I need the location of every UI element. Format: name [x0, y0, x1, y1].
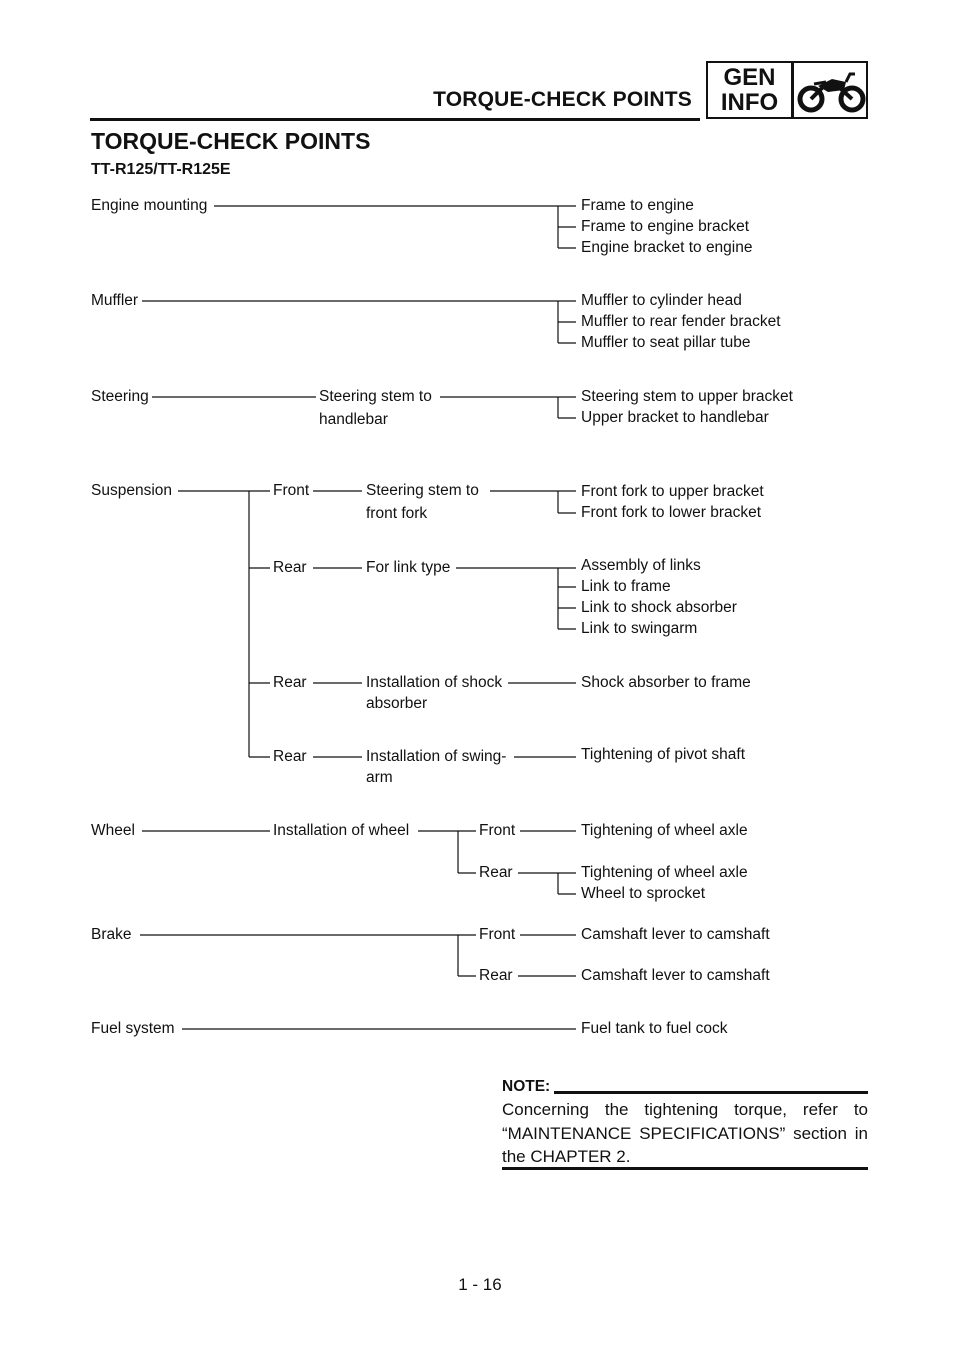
leaf-item: Link to shock absorber [578, 599, 740, 617]
note-rule-top [554, 1091, 868, 1094]
branch-label-rear: Rear [270, 559, 310, 577]
note-label: NOTE: [502, 1078, 551, 1095]
leaf-item: Muffler to rear fender bracket [578, 313, 784, 331]
branch-label-rear: Rear [270, 748, 310, 766]
leaf-item: Muffler to cylinder head [578, 292, 745, 310]
branch-label-rear: Rear [476, 864, 516, 882]
sub-label-cont: arm [366, 769, 393, 786]
group-label-steering: Steering [91, 388, 149, 405]
leaf-item: Assembly of links [578, 557, 704, 575]
leaf-item: Link to swingarm [578, 620, 700, 638]
leaf-item: Tightening of wheel axle [578, 864, 751, 882]
group-label-engine-mounting: Engine mounting [91, 197, 208, 214]
leaf-item: Tightening of pivot shaft [578, 746, 748, 764]
branch-label-rear: Rear [270, 674, 310, 692]
group-label-suspension: Suspension [91, 482, 173, 499]
note-rule-bottom [502, 1167, 868, 1170]
leaf-item: Wheel to sprocket [578, 885, 708, 903]
branch-label-front: Front [476, 926, 518, 944]
leaf-item: Steering stem to upper bracket [578, 388, 796, 406]
leaf-item: Fuel tank to fuel cock [578, 1020, 730, 1038]
sub-label: For link type [363, 559, 453, 577]
group-label-muffler: Muffler [91, 292, 139, 309]
branch-label-front: Front [476, 822, 518, 840]
note-text: Concerning the tightening torque, refer to “MAINTENANCE SPECIFICATIONS” section in the CHAPTER 2. [502, 1100, 868, 1166]
sub-label-cont: front fork [366, 505, 428, 522]
branch-label-rear: Rear [476, 967, 516, 985]
section-header-title: TORQUE-CHECK POINTS [433, 88, 692, 111]
badge-line2: INFO [720, 89, 779, 116]
leaf-item: Tightening of wheel axle [578, 822, 751, 840]
leaf-item: Camshaft lever to camshaft [578, 926, 773, 944]
leaf-item: Upper bracket to handlebar [578, 409, 772, 427]
leaf-item: Muffler to seat pillar tube [578, 334, 753, 352]
sub-label: Installation of swing- [363, 748, 509, 766]
group-label-fuel-system: Fuel system [91, 1020, 175, 1037]
page-number: 1 - 16 [458, 1275, 502, 1294]
group-label-brake: Brake [91, 926, 132, 943]
group-label-wheel: Wheel [91, 822, 135, 839]
leaf-item: Frame to engine [578, 197, 697, 215]
leaf-item: Camshaft lever to camshaft [578, 967, 773, 985]
page-title: TORQUE-CHECK POINTS [91, 128, 371, 154]
sub-label: Steering stem to [363, 482, 482, 500]
leaf-item: Frame to engine bracket [578, 218, 752, 236]
model-subtitle: TT-R125/TT-R125E [91, 161, 231, 178]
sub-label-cont: handlebar [319, 411, 388, 428]
branch-label-front: Front [270, 482, 312, 500]
badge-line1: GEN [723, 64, 776, 91]
sub-label: Installation of wheel [270, 822, 412, 840]
sub-label: Installation of shock [363, 674, 505, 692]
leaf-item: Front fork to lower bracket [578, 504, 764, 522]
sub-label: Steering stem to [316, 388, 435, 406]
sub-label-cont: absorber [366, 695, 428, 712]
leaf-item: Link to frame [578, 578, 674, 596]
leaf-item: Front fork to upper bracket [578, 483, 767, 501]
leaf-item: Engine bracket to engine [578, 239, 755, 257]
leaf-item: Shock absorber to frame [578, 674, 754, 692]
